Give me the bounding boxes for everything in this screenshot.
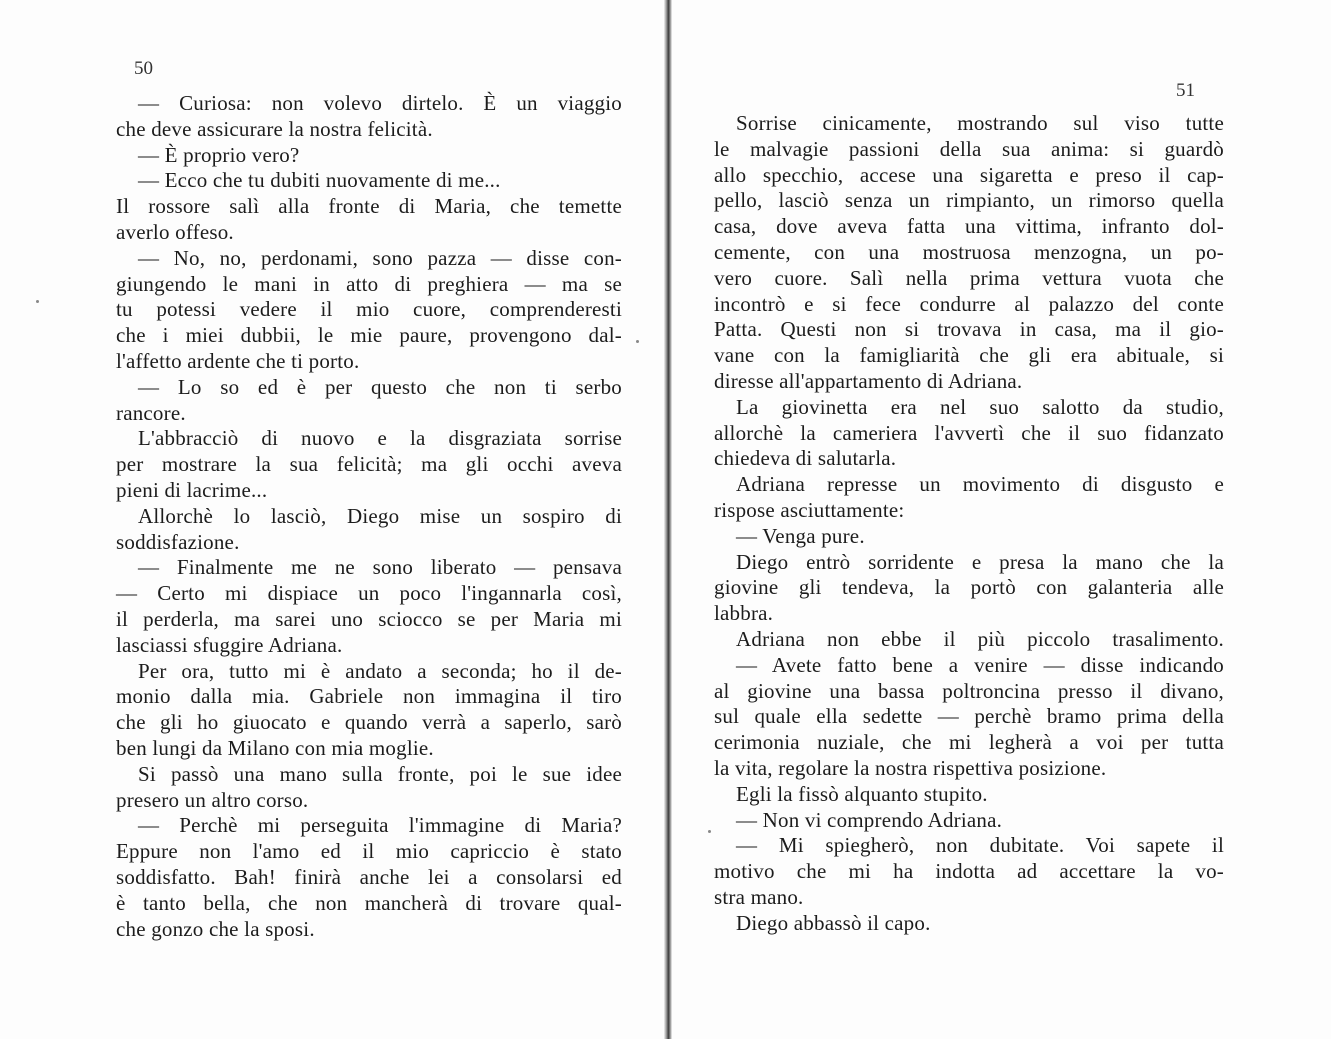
left-page-text-line: — È proprio vero? bbox=[138, 142, 300, 167]
left-page-text-line: pieni di lacrime... bbox=[116, 477, 268, 502]
right-page-text-line: giovine gli tendeva, la portò con galanteria alle bbox=[714, 575, 1224, 600]
left-page-text-line: che gonzo che la sposi. bbox=[116, 916, 315, 941]
left-page-text-line: Allorchè lo lasciò, Diego mise un sospiro di bbox=[138, 503, 622, 528]
paper-speck bbox=[708, 830, 711, 833]
left-page-text-line: lasciassi sfuggire Adriana. bbox=[116, 632, 343, 657]
right-page-text-line: stra mano. bbox=[714, 884, 804, 909]
right-page-text-line: Diego abbassò il capo. bbox=[736, 910, 931, 935]
left-page-text-line: che i miei dubbii, le mie paure, provengono dal- bbox=[116, 323, 622, 348]
right-page-text bbox=[714, 111, 1224, 937]
right-page-text-line: Adriana represse un movimento di disgusto e bbox=[736, 472, 1224, 497]
left-page-text-line: per mostrare la sua felicità; ma gli occhi aveva bbox=[116, 452, 622, 477]
left-page-text-line: — Certo mi dispiace un poco l'ingannarla così, bbox=[116, 581, 622, 606]
right-page-text-line: vane con la famigliarità che gli era abituale, si bbox=[714, 343, 1224, 368]
left-page-text-line: rancore. bbox=[116, 400, 186, 425]
left-page-text-line: — Lo so ed è per questo che non ti serbo bbox=[138, 374, 622, 399]
right-page-text-line: incontrò e si fece condurre al palazzo del conte bbox=[714, 291, 1224, 316]
right-page-text-line: Adriana non ebbe il più piccolo trasalimento. bbox=[736, 626, 1224, 651]
left-page-number: 50 bbox=[134, 58, 153, 79]
right-page-text-line: motivo che mi ha indotta ad accettare la vo- bbox=[714, 859, 1224, 884]
left-page-text-line: L'abbracciò di nuovo e la disgraziata sorrise bbox=[138, 426, 622, 451]
left-page-text-line: — Ecco che tu dubiti nuovamente di me... bbox=[138, 168, 501, 193]
left-page-text-line: — No, no, perdonami, sono pazza — disse con- bbox=[138, 245, 622, 270]
left-page-text-line: soddisfatto. Bah! finirà anche lei a consolarsi ed bbox=[116, 864, 622, 889]
right-page-number: 51 bbox=[1176, 80, 1195, 101]
left-page-text-line: averlo offeso. bbox=[116, 219, 234, 244]
left-page-text-line: soddisfazione. bbox=[116, 529, 240, 554]
book-gutter bbox=[664, 0, 672, 1039]
left-page-text-line: ben lungi da Milano con mia moglie. bbox=[116, 735, 434, 760]
left-page-text-line: il perderla, ma sarei uno sciocco se per Maria mi bbox=[116, 606, 622, 631]
right-page-text-line: pello, lasciò senza un rimpianto, un rimorso quella bbox=[714, 188, 1224, 213]
right-page-text-line: labbra. bbox=[714, 601, 774, 626]
left-page-text-line: tu potessi vedere il mio cuore, comprenderesti bbox=[116, 297, 622, 322]
left-page-text-line: — Perchè mi perseguita l'immagine di Maria? bbox=[138, 813, 622, 838]
paper-speck bbox=[636, 340, 639, 343]
right-page-text-line: rispose asciuttamente: bbox=[714, 497, 905, 522]
left-page-text-line: presero un altro corso. bbox=[116, 787, 309, 812]
right-page-text-line: sul quale ella sedette — perchè bramo prima della bbox=[714, 704, 1224, 729]
right-page-text-line: vero cuore. Salì nella prima vettura vuota che bbox=[714, 265, 1224, 290]
left-page-text-line: Per ora, tutto mi è andato a seconda; ho il de- bbox=[138, 658, 622, 683]
paper-speck bbox=[36, 300, 39, 303]
right-page-text-line: al giovine una bassa poltroncina presso il divano, bbox=[714, 678, 1224, 703]
right-page-text-line: Patta. Questi non si trovava in casa, ma il gio- bbox=[714, 317, 1224, 342]
left-page-text bbox=[116, 91, 622, 942]
right-page-text-line: allo specchio, accese una sigaretta e preso il cap- bbox=[714, 162, 1224, 187]
left-page-text-line: Il rossore salì alla fronte di Maria, che temette bbox=[116, 194, 622, 219]
left-page-text-line: che gli ho giuocato e quando verrà a saperlo, sarò bbox=[116, 710, 622, 735]
right-page-text-line: — Venga pure. bbox=[736, 523, 865, 548]
right-page-text-line: — Non vi comprendo Adriana. bbox=[736, 807, 1003, 832]
right-page bbox=[672, 0, 1331, 1039]
right-page-text-line: Sorrise cinicamente, mostrando sul viso tutte bbox=[736, 111, 1224, 135]
right-page-text-line: la vita, regolare la nostra rispettiva posizione. bbox=[714, 755, 1107, 780]
right-page-text-line: allorchè la cameriera l'avvertì che il suo fidanzato bbox=[714, 420, 1224, 445]
left-page-text-line: Si passò una mano sulla fronte, poi le sue idee bbox=[138, 761, 622, 786]
left-page-text-line: giungendo le mani in atto di preghiera — ma se bbox=[116, 271, 622, 296]
left-page bbox=[0, 0, 664, 1039]
right-page-text-line: cerimonia nuziale, che mi legherà a voi per tutta bbox=[714, 730, 1224, 755]
left-page-text-line: che deve assicurare la nostra felicità. bbox=[116, 116, 433, 141]
right-page-text-line: La giovinetta era nel suo salotto da studio, bbox=[736, 394, 1224, 419]
right-page-text-line: Diego entrò sorridente e presa la mano che la bbox=[736, 549, 1224, 574]
right-page-text-line: — Mi spiegherò, non dubitate. Voi sapete il bbox=[736, 833, 1224, 858]
left-page-text-line: è tanto bella, che non mancherà di trovare qual- bbox=[116, 890, 622, 915]
right-page-text-line: casa, dove aveva fatta una vittima, infranto dol- bbox=[714, 214, 1224, 239]
left-page-text-line: — Curiosa: non volevo dirtelo. È un viaggio bbox=[138, 91, 622, 115]
right-page-text-line: — Avete fatto bene a venire — disse indicando bbox=[736, 652, 1224, 677]
left-page-text-line: Eppure non l'amo ed il mio capriccio è stato bbox=[116, 839, 622, 864]
right-page-text-line: le malvagie passioni della sua anima: si guardò bbox=[714, 136, 1224, 161]
left-page-text-line: — Finalmente me ne sono liberato — pensava bbox=[138, 555, 622, 580]
right-page-text-line: diresse all'appartamento di Adriana. bbox=[714, 368, 1023, 393]
left-page-text-line: l'affetto ardente che ti porto. bbox=[116, 348, 360, 373]
right-page-text-line: cemente, con una mostruosa menzogna, un po- bbox=[714, 239, 1224, 264]
left-page-text-line: monio dalla mia. Gabriele non immagina il tiro bbox=[116, 684, 622, 709]
right-page-text-line: Egli la fissò alquanto stupito. bbox=[736, 781, 988, 806]
right-page-text-line: chiedeva di salutarla. bbox=[714, 446, 897, 471]
